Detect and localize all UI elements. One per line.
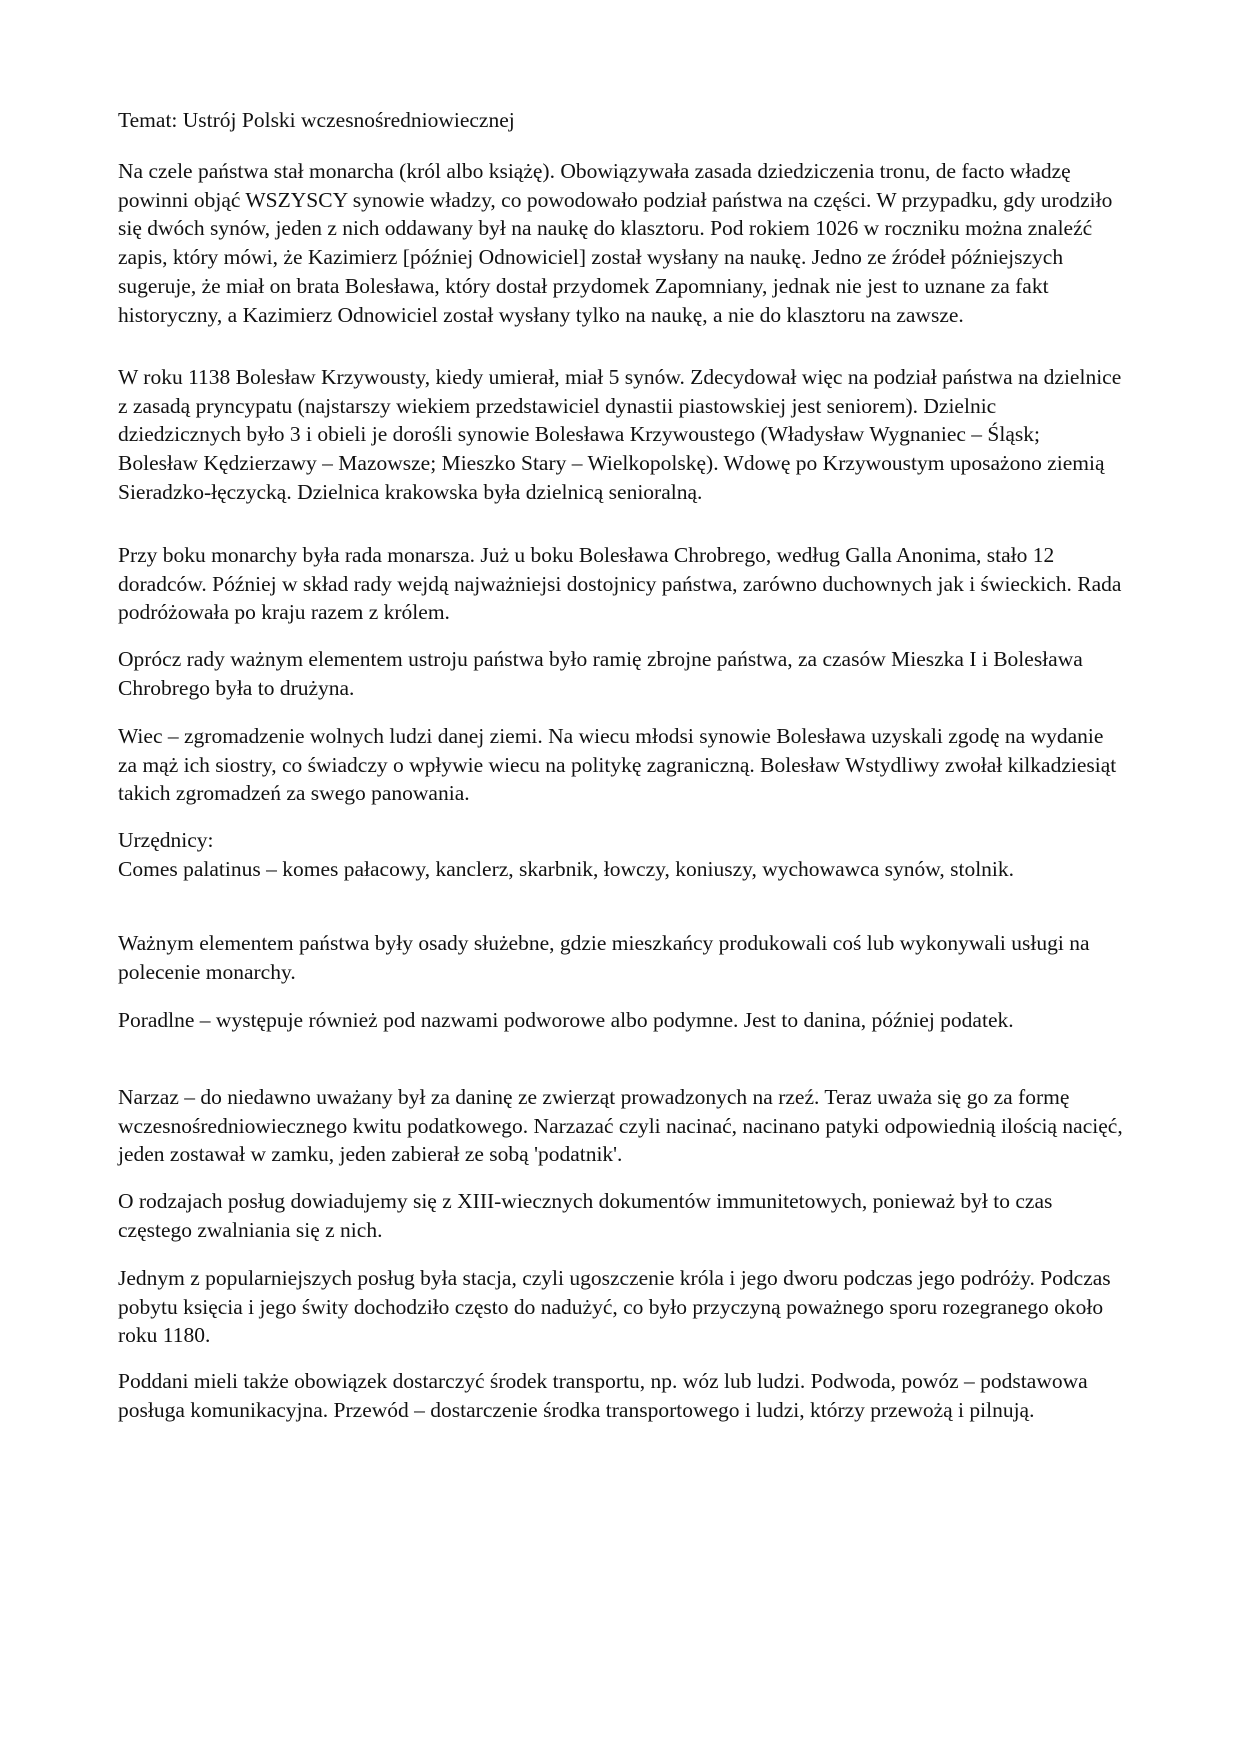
paragraph-3: Przy boku monarchy była rada monarsza. Już u boku Bolesława Chrobrego, według Galla Anonima, stało 12 doradców. Później w skład rady wejdą najważniejsi dostojnicy państwa, zarówno duchownych jak i świeckich. Rada podróżowała po kraju razem z królem. — [118, 543, 1122, 625]
paragraph-11: Jednym z popularniejszych posług była stacja, czyli ugoszczenie króla i jego dworu podczas jego podróży. Podczas pobytu księcia i jego świty dochodziło często do nadużyć, co było przyczyną poważnego sporu rozegranego około roku 1180. — [118, 1266, 1111, 1348]
paragraph-12: Poddani mieli także obowiązek dostarczyć środek transportu, np. wóz lub ludzi. Podwoda, powóz – podstawowa posługa komunikacyjna. Przewód – dostarczenie środka transportowego i ludzi, którzy przewożą i pilnują. — [118, 1369, 1088, 1422]
paragraph-4: Oprócz rady ważnym elementem ustroju państwa było ramię zbrojne państwa, za czasów Mieszka I i Bolesława Chrobrego była to drużyna. — [118, 647, 1083, 700]
paragraph-10: O rodzajach posług dowiadujemy się z XIII-wiecznych dokumentów immunitetowych, ponieważ był to czas częstego zwalniania się z nich. — [118, 1189, 1053, 1242]
paragraph-8: Poradlne – występuje również pod nazwami podworowe albo podymne. Jest to danina, później podatek. — [118, 1008, 1014, 1032]
paragraph-9: Narzaz – do niedawno uważany był za daninę ze zwierząt prowadzonych na rzeź. Teraz uważa się go za formę wczesnośredniowiecznego kwitu podatkowego. Narzazać czyli nacinać, nacinano patyki odpowiednią ilością nacięć, jeden zostawał w zamku, jeden zabierał ze sobą 'podatnik'. — [118, 1085, 1123, 1167]
paragraph-2: W roku 1138 Bolesław Krzywousty, kiedy umierał, miał 5 synów. Zdecydował więc na podział państwa na dzielnice z zasadą pryncypatu (najstarszy wiekiem przedstawiciel dynastii piastowskiej jest seniorem). Dzielnic dziedzicznych było 3 i obieli je dorośli synowie Bolesława Krzywoustego (Władysław Wygnaniec – Śląsk; Bolesław Kędzierzawy – Mazowsze; Mieszko Stary – Wielkopolskę). Wdowę po Krzywoustym uposażono ziemią Sieradzko-łęczycką. Dzielnica krakowska była dzielnicą senioralną. — [118, 365, 1122, 504]
paragraph-1: Na czele państwa stał monarcha (król albo książę). Obowiązywała zasada dziedziczenia tronu, de facto władzę powinni objąć WSZYSCY synowie władzy, co powodowało podział państwa na części. W przypadku, gdy urodziło się dwóch synów, jeden z nich oddawany był na naukę do klasztoru. Pod rokiem 1026 w roczniku można znaleźć zapis, który mówi, że Kazimierz [później Odnowiciel] został wysłany na naukę. Jedno ze źródeł późniejszych sugeruje, że miał on brata Bolesława, który dostał przydomek Zapomniany, jednak nie jest to uznane za fakt historyczny, a Kazimierz Odnowiciel został wysłany tylko na naukę, a nie do klasztoru na zawsze. — [118, 159, 1113, 327]
document-title: Temat: Ustrój Polski wczesnośredniowiecznej — [118, 108, 515, 132]
paragraph-5: Wiec – zgromadzenie wolnych ludzi danej ziemi. Na wiecu młodsi synowie Bolesława uzyskali zgodę na wydanie za mąż ich siostry, co świadczy o wpływie wiecu na politykę zagraniczną. Bolesław Wstydliwy zwołał kilkadziesiąt takich zgromadzeń za swego panowania. — [118, 724, 1117, 806]
paragraph-7: Ważnym elementem państwa były osady służebne, gdzie mieszkańcy produkowali coś lub wykonywali usługi na polecenie monarchy. — [118, 931, 1090, 984]
paragraph-6-officials: Urzędnicy: Comes palatinus – komes pałacowy, kanclerz, skarbnik, łowczy, koniuszy, wychowawca synów, stolnik. — [118, 828, 1015, 881]
